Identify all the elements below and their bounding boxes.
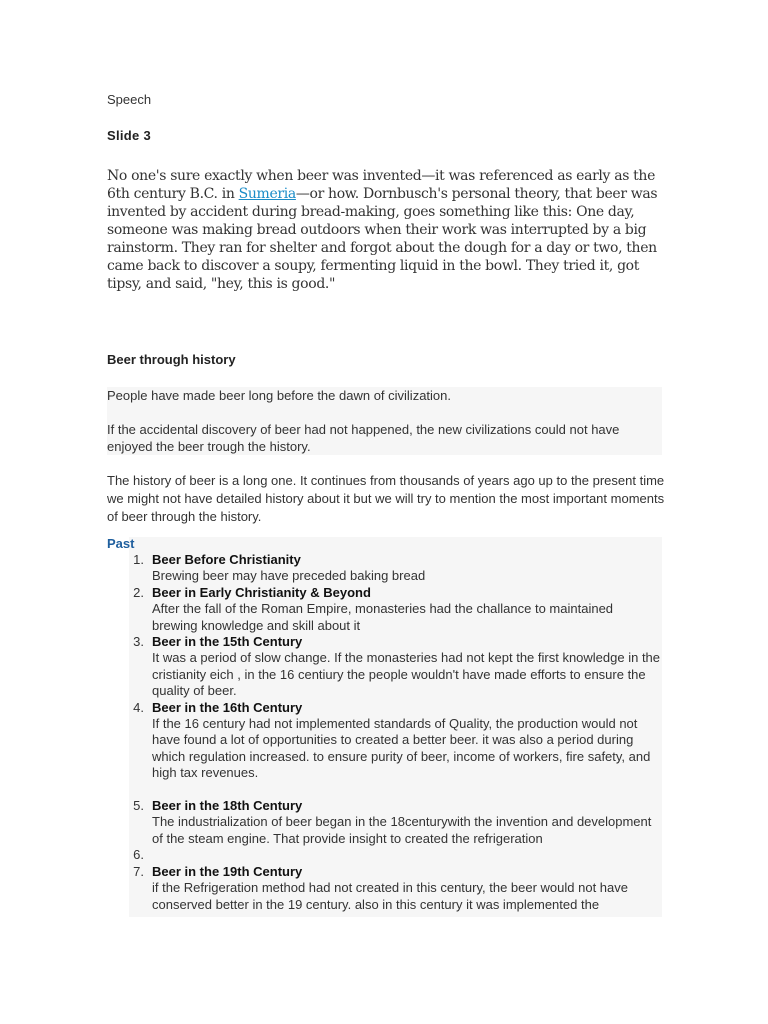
list-item [133,699,662,782]
item-title: Beer in the 16th Century [152,699,303,715]
list-item [133,584,662,634]
item-number: 6. [133,846,144,862]
sumeria-link[interactable]: Sumeria [238,186,296,202]
item-description: The industrialization of beer began in the 18centurywith the invention and development of the steam engine. That provide insight to created the refrigeration [152,814,652,846]
quote-text-end: —or how. Dornbusch's personal theory, that beer was invented by accident during bread-making, goes something like this: One day, someone was making bread outdoors when their work was interrupted by a big rainstorm. They ran for shelter and forgot about the dough for a day or two, then came back to discover a soupy, fermenting liquid in the bowl. They tried it, got tipsy, and said, "hey, this is good." [107,186,658,292]
list-item [133,797,662,847]
intro-line-2: If the accidental discovery of beer had not happened, the new civilizations could not have enjoyed the beer trough the history. [107,422,620,454]
item-number: 4. [133,699,144,715]
slide-title: Slide 3 [107,128,152,143]
speech-label: Speech [107,92,152,107]
list-item [133,634,662,700]
item-title: Beer in the 15th Century [152,634,303,650]
item-title: Beer in the 18th Century [152,797,303,813]
past-heading: Past [107,536,135,551]
item-number: 1. [133,552,144,567]
intro-block [107,387,662,455]
item-number: 7. [133,863,144,879]
list-item [133,863,662,913]
history-intro: The history of beer is a long one. It continues from thousands of years ago up to the present time we might not have detailed history about it but we will try to mention the most important moments of beer through the history. [107,473,665,524]
beer-origin-quote [107,167,667,293]
list-item [133,552,662,585]
quote-text-start: No one's sure exactly when beer was invented—it was referenced as early as the 6th century B.C. in [107,168,656,202]
item-description: After the fall of the Roman Empire, monasteries had the challance to maintained brewing knowledge and skill about it [152,601,614,633]
history-list [133,552,662,913]
item-description: If the 16 century had not implemented standards of Quality, the production would not have found a lot of opportunities to created a better beer. it was also a period during which regulation increased. to ensure purity of beer, income of workers, fire safety, and high tax revenues. [152,716,651,781]
item-title: Beer Before Christianity [152,552,301,567]
item-number: 3. [133,634,144,650]
item-number: 2. [133,584,144,600]
item-description: Brewing beer may have preceded baking bread [152,568,426,584]
item-number: 5. [133,797,144,813]
intro-line-1: People have made beer long before the dawn of civilization. [107,388,451,403]
item-description: It was a period of slow change. If the monasteries had not kept the first knowledge in the cristianity eich , in the 16 centiury the people wouldn't have made efforts to ensure the quality of beer. [152,650,661,699]
section-heading: Beer through history [107,352,236,367]
list-item [133,846,662,864]
item-description: if the Refrigeration method had not created in this century, the beer would not have conserved better in the 19 century. also in this century it was implemented the [152,880,628,912]
item-title: Beer in Early Christianity & Beyond [152,584,371,600]
item-title: Beer in the 19th Century [152,863,303,879]
